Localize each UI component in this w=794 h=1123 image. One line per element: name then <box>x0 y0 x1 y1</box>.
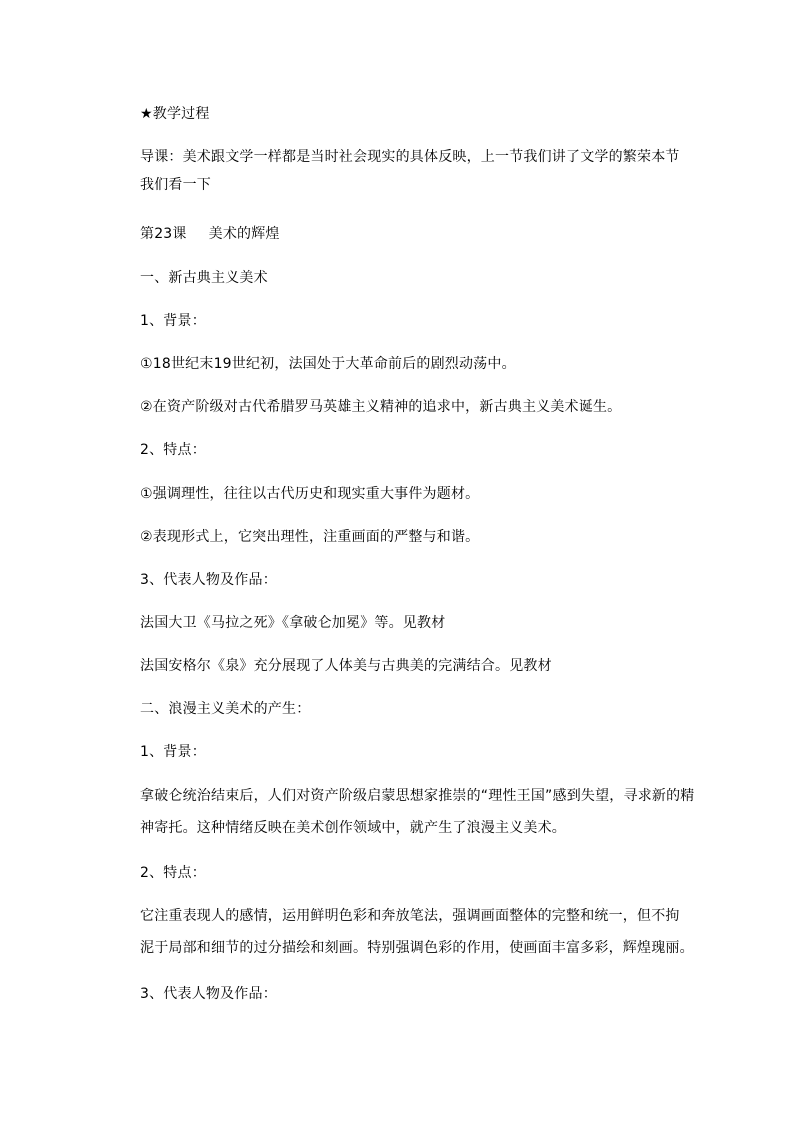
lesson-title: 美术的辉煌 <box>208 226 280 242</box>
s2-features-line-1: 它注重表现人的感情，运用鲜明色彩和奔放笔法，强调画面整体的完整和统一，但不拘 <box>140 908 680 924</box>
section-heading: ★教学过程 <box>140 106 210 122</box>
intro-line-2: 我们看一下 <box>140 177 211 193</box>
s1-background-item-2: ②在资产阶级对古代希腊罗马英雄主义精神的追求中，新古典主义美术诞生。 <box>140 399 622 415</box>
s1-background-label: 1、背景： <box>140 313 206 329</box>
s2-background-label: 1、背景： <box>140 744 206 760</box>
intro-line-1: 导课：美术跟文学一样都是当时社会现实的具体反映，上一节我们讲了文学的繁荣本节 <box>140 149 680 165</box>
lesson-number: 第23课 <box>140 226 187 242</box>
s2-features-label: 2、特点： <box>140 865 206 881</box>
s1-works-label: 3、代表人物及作品： <box>140 572 277 588</box>
section-2-title: 二、浪漫主义美术的产生： <box>140 701 311 717</box>
s1-work-item-1: 法国大卫《马拉之死》《拿破仑加冕》等。见教材 <box>140 615 446 631</box>
section-1-title: 一、新古典主义美术 <box>140 270 268 286</box>
s1-feature-item-2: ②表现形式上，它突出理性，注重画面的严整与和谐。 <box>140 529 480 545</box>
lesson-heading <box>140 224 280 244</box>
s1-work-item-2: 法国安格尔《泉》充分展现了人体美与古典美的完满结合。见教材 <box>140 658 552 674</box>
s2-background-line-1: 拿破仑统治结束后，人们对资产阶级启蒙思想家推崇的“理性王国”感到失望，寻求新的精 <box>140 788 695 804</box>
s2-features-line-2: 泥于局部和细节的过分描绘和刻画。特别强调色彩的作用，使画面丰富多彩，辉煌瑰丽。 <box>140 940 694 956</box>
s1-background-item-1: ①18世纪末19世纪初，法国处于大革命前后的剧烈动荡中。 <box>140 356 516 372</box>
s2-works-label: 3、代表人物及作品： <box>140 986 277 1002</box>
s1-features-label: 2、特点： <box>140 442 206 458</box>
s2-background-line-2: 神寄托。这种情绪反映在美术创作领域中，就产生了浪漫主义美术。 <box>140 820 566 836</box>
s1-feature-item-1: ①强调理性，往往以古代历史和现实重大事件为题材。 <box>140 486 480 502</box>
